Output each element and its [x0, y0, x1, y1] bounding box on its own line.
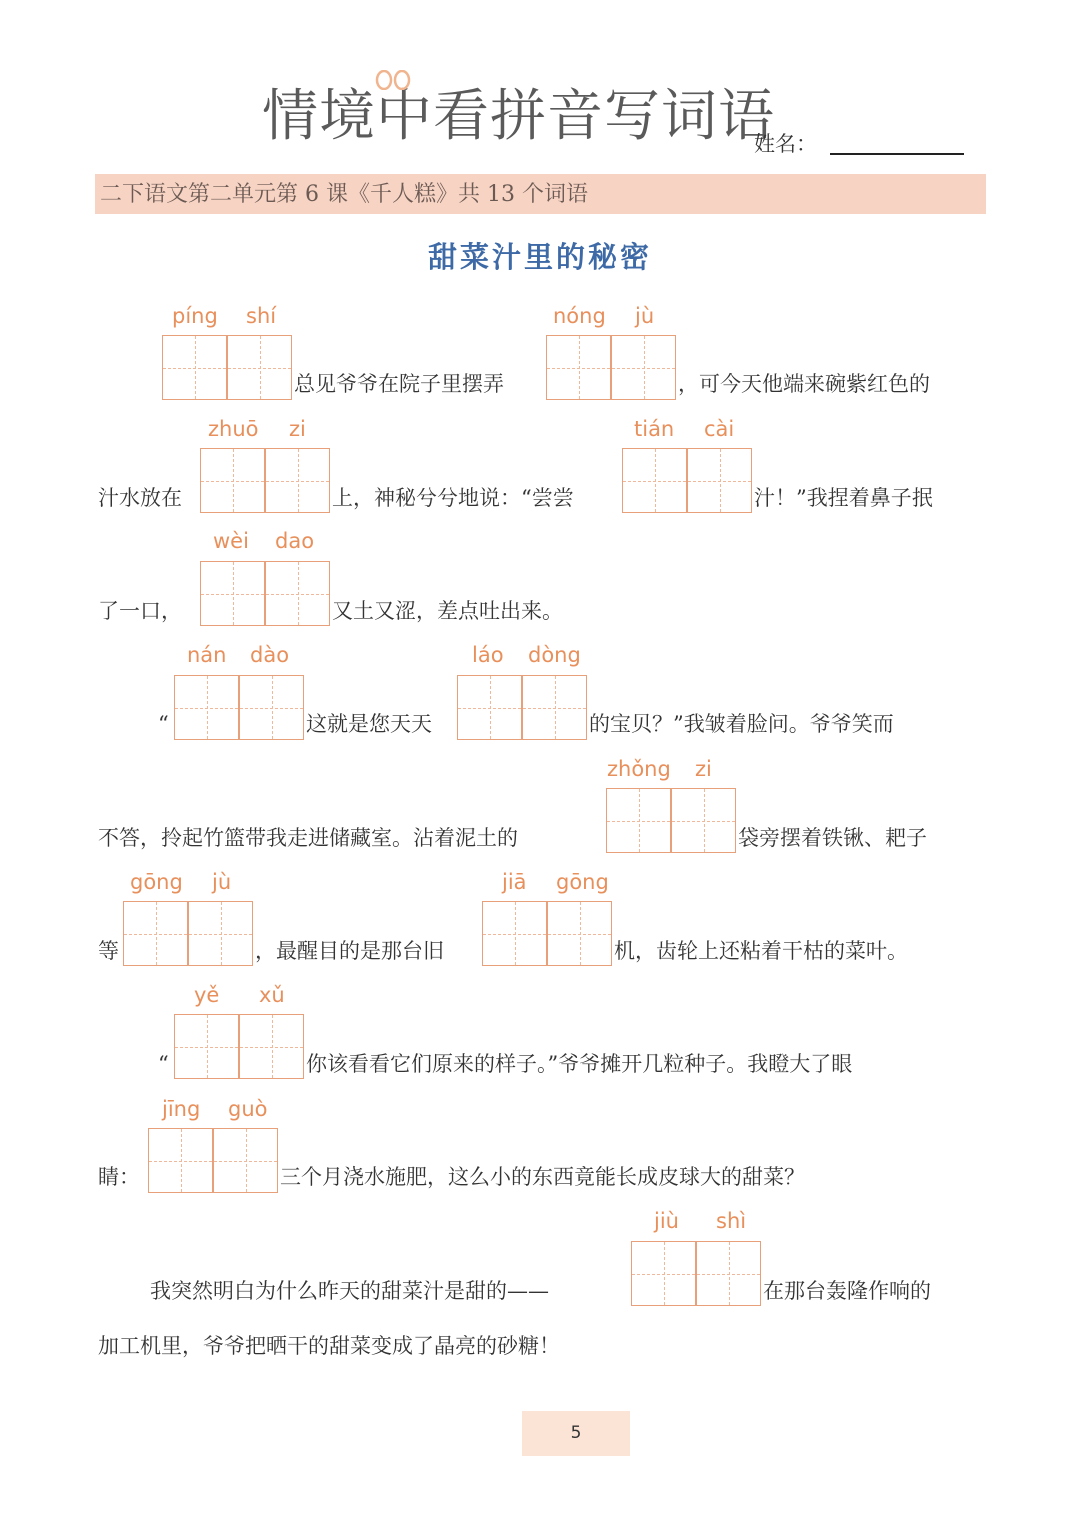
pinyin: jiā	[502, 870, 527, 894]
lesson-banner-text: 二下语文第二单元第 6 课《千人糕》共 13 个词语	[100, 182, 588, 207]
story-text: 睛：	[98, 1165, 140, 1189]
story-text: 我突然明白为什么昨天的甜菜汁是甜的——	[150, 1279, 549, 1303]
story-text: 了一口，	[98, 599, 182, 623]
pinyin: jiù	[654, 1209, 679, 1233]
pinyin: tián	[634, 417, 675, 441]
writing-grid[interactable]	[200, 561, 331, 627]
pinyin: láo	[472, 643, 504, 667]
story-text: 的宝贝？”我皱着脸问。爷爷笑而	[589, 712, 894, 736]
pinyin: dào	[250, 643, 290, 667]
story-text: 汁水放在	[98, 486, 182, 510]
pinyin: zi	[695, 757, 712, 781]
story-text: ，最醒目的是那台旧	[255, 939, 444, 963]
writing-grid[interactable]	[174, 1014, 305, 1080]
story-text: 在那台轰隆作响的	[763, 1279, 931, 1303]
story-text: 总见爷爷在院子里摆弄	[294, 372, 504, 396]
name-input-line[interactable]	[830, 153, 964, 155]
pinyin: gōng	[556, 870, 609, 894]
writing-grid[interactable]	[606, 788, 737, 854]
story-text: 等	[98, 939, 119, 963]
writing-grid[interactable]	[162, 335, 293, 401]
pinyin: xǔ	[259, 983, 285, 1007]
story-text: 汁！”我捏着鼻子抿	[754, 486, 933, 510]
writing-grid[interactable]	[148, 1128, 279, 1194]
story-text: “	[158, 1052, 169, 1076]
writing-grid[interactable]	[546, 335, 677, 401]
story-text: 袋旁摆着铁锹、耙子	[738, 826, 927, 850]
pinyin: zi	[289, 417, 306, 441]
writing-grid[interactable]	[123, 901, 254, 967]
story-title: 甜菜汁里的秘密	[427, 240, 652, 274]
pinyin: yě	[194, 983, 220, 1007]
pinyin: guò	[228, 1097, 268, 1121]
story-text: 你该看看它们原来的样子。”爷爷摊开几粒种子。我瞪大了眼	[306, 1052, 853, 1076]
pinyin: zhǒng	[607, 757, 671, 781]
pinyin: nán	[187, 643, 227, 667]
writing-grid[interactable]	[631, 1241, 762, 1307]
pinyin: dao	[275, 529, 315, 553]
writing-grid[interactable]	[174, 675, 305, 741]
pinyin: píng	[172, 304, 218, 328]
story-text: 这就是您天天	[306, 712, 432, 736]
writing-grid[interactable]	[482, 901, 613, 967]
story-text: ，可今天他端来碗紫红色的	[678, 372, 930, 396]
pinyin: shí	[246, 304, 277, 328]
writing-grid[interactable]	[622, 448, 753, 514]
pinyin: dòng	[528, 643, 581, 667]
pinyin: nóng	[553, 304, 606, 328]
pinyin: wèi	[213, 529, 249, 553]
pinyin: cài	[704, 417, 735, 441]
story-text: 加工机里，爷爷把晒干的甜菜变成了晶亮的砂糖！	[98, 1334, 560, 1358]
pinyin: zhuō	[208, 417, 259, 441]
bunny-ears-icon	[372, 70, 414, 90]
page-number: 5	[570, 1423, 582, 1443]
page-title: 情境中看拼音写词语	[262, 84, 775, 149]
pinyin: jù	[635, 304, 655, 328]
story-text: 上，神秘兮兮地说：“尝尝	[332, 486, 574, 510]
writing-grid[interactable]	[200, 448, 331, 514]
pinyin: jù	[212, 870, 232, 894]
story-text: 三个月浇水施肥，这么小的东西竟能长成皮球大的甜菜？	[280, 1165, 805, 1189]
writing-grid[interactable]	[457, 675, 588, 741]
name-label: 姓名：	[754, 132, 817, 156]
story-text: “	[158, 712, 169, 736]
story-text: 又土又涩，差点吐出来。	[332, 599, 563, 623]
pinyin: shì	[716, 1209, 747, 1233]
story-text: 不答，拎起竹篮带我走进储藏室。沾着泥土的	[98, 826, 518, 850]
pinyin: jīng	[162, 1097, 201, 1121]
pinyin: gōng	[130, 870, 183, 894]
story-text: 机，齿轮上还粘着干枯的菜叶。	[614, 939, 908, 963]
